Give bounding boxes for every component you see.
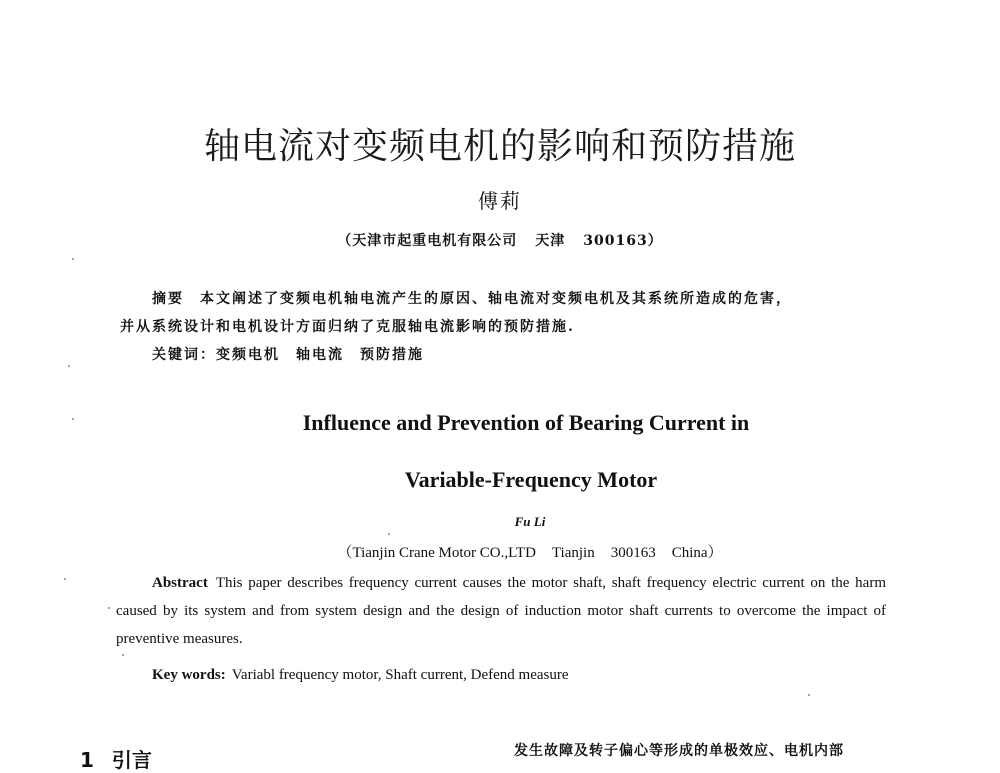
affiliation-org: 天津市起重电机有限公司 [352, 233, 518, 249]
affiliation-postcode: 300163 [610, 545, 656, 561]
paper-title-english-line1: Influence and Prevention of Bearing Current in [302, 410, 750, 435]
affiliation-country: China [671, 545, 708, 561]
affiliation-close-paren: ） [707, 545, 723, 561]
scan-speck [72, 418, 74, 420]
scan-speck [68, 365, 70, 367]
scan-speck [108, 607, 110, 609]
abstract-chinese-line1 [152, 288, 792, 308]
keywords-english [152, 667, 569, 684]
abstract-english [116, 569, 886, 653]
affiliation-postcode: 300163 [583, 233, 648, 249]
keywords-text-english: Variabl frequency motor, Shaft current, Defend measure [231, 667, 569, 683]
scan-speck [808, 694, 810, 696]
scan-speck [122, 654, 124, 656]
affiliation-open-paren: （ [337, 233, 353, 249]
body-text-fragment: 发生故障及转子偏心等形成的单极效应、电机内部 [514, 743, 844, 759]
abstract-label-chinese: 摘要 [152, 291, 184, 307]
section-heading [80, 744, 152, 773]
keyword-term: 变频电机 [216, 347, 280, 363]
scan-speck [72, 258, 74, 260]
abstract-text-chinese-1: 本文阐述了变频电机轴电流产生的原因、轴电流对变频电机及其系统所造成的危害， [200, 291, 792, 307]
section-number: 1 [80, 748, 94, 772]
abstract-chinese-line2: 并从系统设计和电机设计方面归纳了克服轴电流影响的预防措施. [120, 319, 575, 335]
affiliation-open-paren: （ [337, 545, 353, 561]
keyword-term: 轴电流 [296, 347, 344, 363]
keywords-label-english: Key words: [152, 667, 226, 683]
abstract-label-english: Abstract [152, 575, 208, 591]
affiliation-city: 天津 [535, 233, 566, 249]
affiliation-chinese [0, 230, 1000, 250]
abstract-text-english: This paper describes frequency current causes the motor shaft, shaft frequency electric current on the harm caused by its system and from system design and the design of induction motor shaft currents to overcome the impact of preventive measures. [116, 575, 886, 647]
scan-speck [388, 533, 390, 535]
affiliation-org: Tianjin Crane Motor CO.,LTD [352, 545, 536, 561]
scan-speck [64, 578, 66, 580]
affiliation-close-paren: ） [647, 233, 663, 249]
section-title: 引言 [111, 748, 152, 772]
author-name-english: Fu Li [514, 514, 546, 529]
affiliation-english [0, 541, 1000, 562]
keywords-label-chinese: 关键词： [152, 347, 216, 363]
keyword-term: 预防措施 [360, 347, 424, 363]
paper-title-chinese: 轴电流对变频电机的影响和预防措施 [203, 126, 796, 167]
affiliation-city: Tianjin [551, 545, 595, 561]
paper-title-english-line2: Variable-Frequency Motor [404, 467, 658, 492]
keywords-chinese [152, 344, 424, 364]
author-name-chinese: 傅莉 [478, 189, 522, 213]
